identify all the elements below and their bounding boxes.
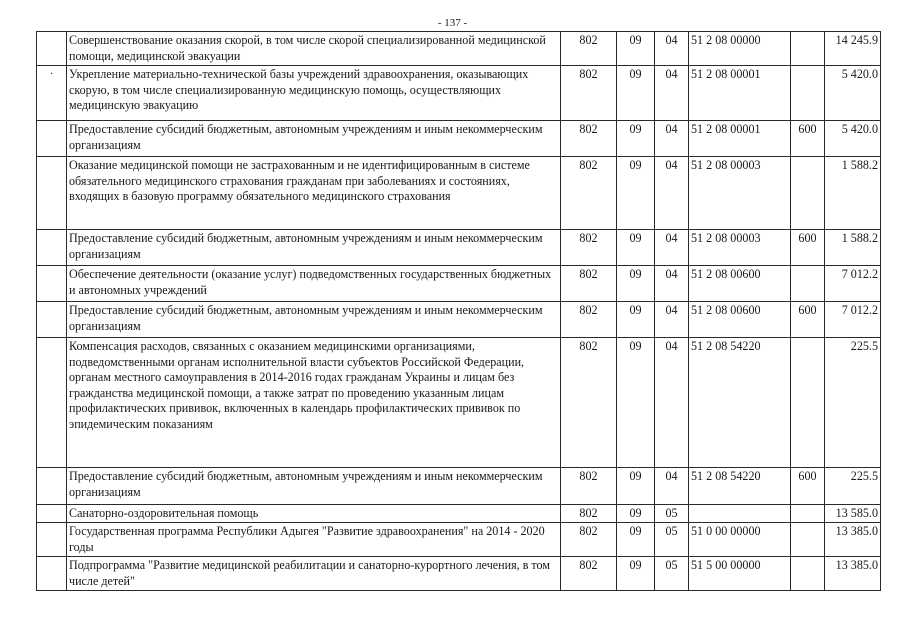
- table-row: [37, 557, 881, 591]
- subsection-code: 04: [655, 468, 689, 505]
- target-article-code: 51 2 08 00000: [689, 32, 791, 66]
- section-code: 09: [617, 302, 655, 338]
- amount: 7 012.2: [825, 266, 881, 302]
- department-code: 802: [561, 557, 617, 591]
- department-code: 802: [561, 468, 617, 505]
- department-code: 802: [561, 266, 617, 302]
- item-name: Предоставление субсидий бюджетным, автономным учреждениям и иным некоммерческим организациям: [67, 121, 561, 157]
- row-marker: [37, 523, 67, 557]
- expense-type-code: [791, 505, 825, 523]
- row-marker: [37, 230, 67, 266]
- amount: 13 585.0: [825, 505, 881, 523]
- row-marker: [37, 121, 67, 157]
- table-row: [37, 66, 881, 121]
- section-code: 09: [617, 157, 655, 230]
- expense-type-code: 600: [791, 230, 825, 266]
- item-name: Совершенствование оказания скорой, в том числе скорой специализированной медицинской помощи, медицинской эвакуации: [67, 32, 561, 66]
- target-article-code: 51 5 00 00000: [689, 557, 791, 591]
- amount: 225.5: [825, 338, 881, 468]
- budget-table: [36, 31, 881, 591]
- section-code: 09: [617, 230, 655, 266]
- row-marker: [37, 468, 67, 505]
- item-name: Подпрограмма "Развитие медицинской реабилитации и санаторно-курортного лечения, в том числе детей": [67, 557, 561, 591]
- amount: 13 385.0: [825, 523, 881, 557]
- table-row: [37, 302, 881, 338]
- item-name: Государственная программа Республики Адыгея "Развитие здравоохранения" на 2014 - 2020 годы: [67, 523, 561, 557]
- row-marker: ·: [37, 66, 67, 121]
- item-name: Предоставление субсидий бюджетным, автономным учреждениям и иным некоммерческим организациям: [67, 468, 561, 505]
- department-code: 802: [561, 338, 617, 468]
- target-article-code: 51 2 08 00001: [689, 66, 791, 121]
- row-marker: [37, 505, 67, 523]
- subsection-code: 04: [655, 302, 689, 338]
- section-code: 09: [617, 338, 655, 468]
- section-code: 09: [617, 121, 655, 157]
- subsection-code: 05: [655, 523, 689, 557]
- amount: 14 245.9: [825, 32, 881, 66]
- page-number: - 137 -: [437, 17, 468, 29]
- amount: 5 420.0: [825, 121, 881, 157]
- expense-type-code: [791, 66, 825, 121]
- row-marker: [37, 302, 67, 338]
- department-code: 802: [561, 66, 617, 121]
- table-row: [37, 121, 881, 157]
- department-code: 802: [561, 157, 617, 230]
- section-code: 09: [617, 468, 655, 505]
- department-code: 802: [561, 230, 617, 266]
- subsection-code: 04: [655, 32, 689, 66]
- row-marker: [37, 266, 67, 302]
- item-name: Предоставление субсидий бюджетным, автономным учреждениям и иным некоммерческим организациям: [67, 302, 561, 338]
- department-code: 802: [561, 121, 617, 157]
- target-article-code: 51 2 08 00003: [689, 157, 791, 230]
- amount: 225.5: [825, 468, 881, 505]
- amount: 5 420.0: [825, 66, 881, 121]
- subsection-code: 04: [655, 121, 689, 157]
- expense-type-code: 600: [791, 121, 825, 157]
- section-code: 09: [617, 557, 655, 591]
- table-row: [37, 505, 881, 523]
- row-marker: [37, 32, 67, 66]
- subsection-code: 04: [655, 230, 689, 266]
- table-row: [37, 468, 881, 505]
- expense-type-code: [791, 523, 825, 557]
- expense-type-code: 600: [791, 468, 825, 505]
- item-name: Компенсация расходов, связанных с оказанием медицинскими организациями, подведомственными органам исполнительной власти субъектов Российской Федерации, органам местного самоуправления в 2014-2016 годах гражданам Украины и лицам без гражданства медицинской помощи, а также затрат по проведению указанным лицам профилактических прививок, включенных в календарь профилактических прививок по эпидемическим показаниям: [67, 338, 561, 468]
- section-code: 09: [617, 32, 655, 66]
- department-code: 802: [561, 505, 617, 523]
- table-row: [37, 157, 881, 230]
- table-row: [37, 266, 881, 302]
- item-name: Оказание медицинской помощи не застрахованным и не идентифицированным в системе обязательного медицинского страхования гражданам при заболеваниях и состояниях, входящих в базовую программу обязательного медицинского страхования: [67, 157, 561, 230]
- table-row: [37, 523, 881, 557]
- section-code: 09: [617, 266, 655, 302]
- target-article-code: 51 0 00 00000: [689, 523, 791, 557]
- subsection-code: 04: [655, 266, 689, 302]
- subsection-code: 05: [655, 505, 689, 523]
- target-article-code: [689, 505, 791, 523]
- department-code: 802: [561, 523, 617, 557]
- expense-type-code: 600: [791, 302, 825, 338]
- row-marker: [37, 338, 67, 468]
- item-name: Санаторно-оздоровительная помощь: [67, 505, 561, 523]
- target-article-code: 51 2 08 54220: [689, 468, 791, 505]
- amount: 1 588.2: [825, 230, 881, 266]
- amount: 7 012.2: [825, 302, 881, 338]
- expense-type-code: [791, 338, 825, 468]
- department-code: 802: [561, 302, 617, 338]
- department-code: 802: [561, 32, 617, 66]
- expense-type-code: [791, 32, 825, 66]
- target-article-code: 51 2 08 00600: [689, 302, 791, 338]
- expense-type-code: [791, 157, 825, 230]
- target-article-code: 51 2 08 54220: [689, 338, 791, 468]
- expense-type-code: [791, 266, 825, 302]
- row-marker: [37, 157, 67, 230]
- amount: 13 385.0: [825, 557, 881, 591]
- item-name: Укрепление материально-технической базы учреждений здравоохранения, оказывающих скорую, в том числе специализированную медицинскую помощь, осуществляющих медицинскую эвакуацию: [67, 66, 561, 121]
- subsection-code: 05: [655, 557, 689, 591]
- expense-type-code: [791, 557, 825, 591]
- table-row: [37, 32, 881, 66]
- table-row: [37, 338, 881, 468]
- table-row: [37, 230, 881, 266]
- item-name: Обеспечение деятельности (оказание услуг) подведомственных государственных бюджетных и автономных учреждений: [67, 266, 561, 302]
- row-marker: [37, 557, 67, 591]
- target-article-code: 51 2 08 00001: [689, 121, 791, 157]
- target-article-code: 51 2 08 00003: [689, 230, 791, 266]
- subsection-code: 04: [655, 338, 689, 468]
- subsection-code: 04: [655, 157, 689, 230]
- item-name: Предоставление субсидий бюджетным, автономным учреждениям и иным некоммерческим организациям: [67, 230, 561, 266]
- amount: 1 588.2: [825, 157, 881, 230]
- subsection-code: 04: [655, 66, 689, 121]
- section-code: 09: [617, 523, 655, 557]
- target-article-code: 51 2 08 00600: [689, 266, 791, 302]
- section-code: 09: [617, 505, 655, 523]
- section-code: 09: [617, 66, 655, 121]
